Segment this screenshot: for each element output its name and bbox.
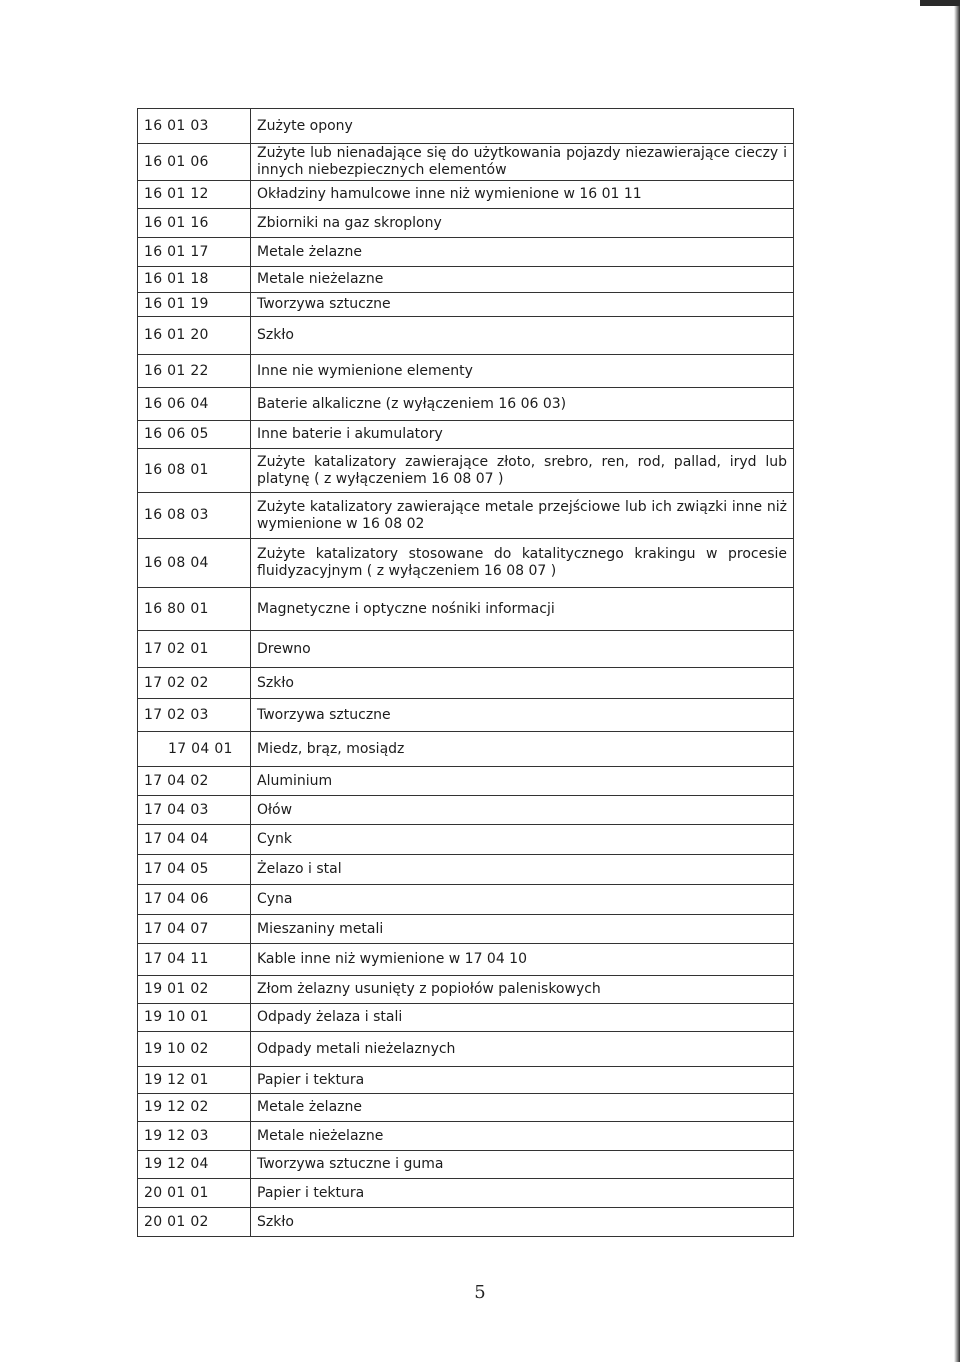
waste-code-cell: 16 08 01 xyxy=(138,449,251,493)
waste-description-cell: Okładziny hamulcowe inne niż wymienione w 16 01 11 xyxy=(251,181,794,209)
table-row xyxy=(138,181,794,209)
waste-description-cell: Cynk xyxy=(251,825,794,855)
table-row xyxy=(138,317,794,355)
waste-description-cell: Zużyte katalizatory zawierające złoto, srebro, ren, rod, pallad, iryd lub platynę ( z wyłączeniem 16 08 07 ) xyxy=(251,449,794,493)
waste-description-cell: Żelazo i stal xyxy=(251,855,794,885)
waste-description-cell: Baterie alkaliczne (z wyłączeniem 16 06 03) xyxy=(251,388,794,421)
waste-code-cell: 16 01 12 xyxy=(138,181,251,209)
table-row xyxy=(138,732,794,767)
waste-description-cell: Ołów xyxy=(251,796,794,825)
table-row xyxy=(138,1208,794,1237)
table-row xyxy=(138,915,794,944)
waste-description-cell: Zbiorniki na gaz skroplony xyxy=(251,209,794,238)
table-row xyxy=(138,885,794,915)
waste-description-cell: Metale żelazne xyxy=(251,1094,794,1122)
waste-code-cell: 20 01 01 xyxy=(138,1179,251,1208)
waste-codes-table xyxy=(137,108,794,1237)
table-row xyxy=(138,668,794,699)
waste-code-cell: 16 01 22 xyxy=(138,355,251,388)
waste-code-cell: 16 06 05 xyxy=(138,421,251,449)
waste-description-cell: Odpady metali nieżelaznych xyxy=(251,1032,794,1067)
waste-description-cell: Szkło xyxy=(251,317,794,355)
waste-description-cell: Zużyte opony xyxy=(251,109,794,144)
table-row xyxy=(138,144,794,181)
table-row xyxy=(138,796,794,825)
table-row xyxy=(138,767,794,796)
table-row xyxy=(138,421,794,449)
table-row xyxy=(138,355,794,388)
scan-edge-mark xyxy=(920,0,960,6)
waste-description-cell: Odpady żelaza i stali xyxy=(251,1004,794,1032)
waste-description-cell: Papier i tektura xyxy=(251,1179,794,1208)
waste-code-cell: 17 02 01 xyxy=(138,631,251,668)
waste-description-cell: Metale nieżelazne xyxy=(251,267,794,293)
waste-description-cell: Zużyte lub nienadające się do użytkowania pojazdy niezawierające cieczy i innych niebezpiecznych elementów xyxy=(251,144,794,181)
waste-description-cell: Złom żelazny usunięty z popiołów paleniskowych xyxy=(251,976,794,1004)
waste-code-cell: 17 04 01 xyxy=(138,732,251,767)
table-row xyxy=(138,976,794,1004)
waste-code-cell: 17 02 02 xyxy=(138,668,251,699)
waste-code-cell: 16 01 03 xyxy=(138,109,251,144)
waste-code-cell: 19 12 04 xyxy=(138,1151,251,1179)
waste-description-cell: Tworzywa sztuczne xyxy=(251,293,794,317)
waste-code-cell: 16 01 06 xyxy=(138,144,251,181)
table-row xyxy=(138,209,794,238)
waste-description-cell: Tworzywa sztuczne i guma xyxy=(251,1151,794,1179)
table-row xyxy=(138,1179,794,1208)
waste-code-cell: 16 01 18 xyxy=(138,267,251,293)
waste-code-cell: 19 12 01 xyxy=(138,1067,251,1094)
waste-code-cell: 16 01 16 xyxy=(138,209,251,238)
waste-description-cell: Inne nie wymienione elementy xyxy=(251,355,794,388)
table-row xyxy=(138,293,794,317)
waste-code-cell: 16 06 04 xyxy=(138,388,251,421)
waste-description-cell: Inne baterie i akumulatory xyxy=(251,421,794,449)
table-row xyxy=(138,539,794,588)
table-row xyxy=(138,588,794,631)
waste-code-cell: 17 04 11 xyxy=(138,944,251,976)
waste-code-cell: 16 01 19 xyxy=(138,293,251,317)
waste-code-cell: 17 04 03 xyxy=(138,796,251,825)
table-row xyxy=(138,631,794,668)
waste-description-cell: Kable inne niż wymienione w 17 04 10 xyxy=(251,944,794,976)
waste-code-cell: 19 12 02 xyxy=(138,1094,251,1122)
table-row xyxy=(138,825,794,855)
waste-code-cell: 16 08 04 xyxy=(138,539,251,588)
table-row xyxy=(138,449,794,493)
waste-code-cell: 19 10 02 xyxy=(138,1032,251,1067)
waste-code-cell: 17 04 02 xyxy=(138,767,251,796)
waste-description-cell: Metale żelazne xyxy=(251,238,794,267)
table-row xyxy=(138,493,794,539)
waste-description-cell: Zużyte katalizatory stosowane do katalitycznego krakingu w procesie fluidyzacyjnym ( z wyłączeniem 16 08 07 ) xyxy=(251,539,794,588)
waste-description-cell: Magnetyczne i optyczne nośniki informacji xyxy=(251,588,794,631)
waste-code-cell: 16 01 20 xyxy=(138,317,251,355)
waste-code-cell: 17 04 07 xyxy=(138,915,251,944)
waste-code-cell: 17 04 06 xyxy=(138,885,251,915)
waste-description-cell: Papier i tektura xyxy=(251,1067,794,1094)
table-row xyxy=(138,267,794,293)
table-row xyxy=(138,944,794,976)
waste-description-cell: Cyna xyxy=(251,885,794,915)
waste-description-cell: Szkło xyxy=(251,668,794,699)
waste-code-cell: 16 08 03 xyxy=(138,493,251,539)
waste-code-cell: 16 80 01 xyxy=(138,588,251,631)
table-row xyxy=(138,238,794,267)
page-number: 5 xyxy=(474,1282,486,1303)
table-row xyxy=(138,1032,794,1067)
waste-description-cell: Szkło xyxy=(251,1208,794,1237)
scan-edge-line xyxy=(954,0,960,1362)
waste-code-cell: 16 01 17 xyxy=(138,238,251,267)
waste-description-cell: Metale nieżelazne xyxy=(251,1122,794,1151)
waste-description-cell: Zużyte katalizatory zawierające metale przejściowe lub ich związki inne niż wymienione w 16 08 02 xyxy=(251,493,794,539)
waste-code-cell: 20 01 02 xyxy=(138,1208,251,1237)
waste-code-cell: 19 10 01 xyxy=(138,1004,251,1032)
waste-code-cell: 19 01 02 xyxy=(138,976,251,1004)
waste-description-cell: Miedz, brąz, mosiądz xyxy=(251,732,794,767)
table-row xyxy=(138,388,794,421)
waste-code-cell: 19 12 03 xyxy=(138,1122,251,1151)
table-row xyxy=(138,109,794,144)
table-row xyxy=(138,855,794,885)
waste-code-cell: 17 02 03 xyxy=(138,699,251,732)
table-row xyxy=(138,1094,794,1122)
waste-description-cell: Drewno xyxy=(251,631,794,668)
table-row xyxy=(138,1004,794,1032)
table-row xyxy=(138,699,794,732)
table-row xyxy=(138,1067,794,1094)
waste-description-cell: Aluminium xyxy=(251,767,794,796)
table-row xyxy=(138,1122,794,1151)
waste-description-cell: Tworzywa sztuczne xyxy=(251,699,794,732)
waste-code-cell: 17 04 04 xyxy=(138,825,251,855)
waste-description-cell: Mieszaniny metali xyxy=(251,915,794,944)
waste-code-cell: 17 04 05 xyxy=(138,855,251,885)
table-row xyxy=(138,1151,794,1179)
